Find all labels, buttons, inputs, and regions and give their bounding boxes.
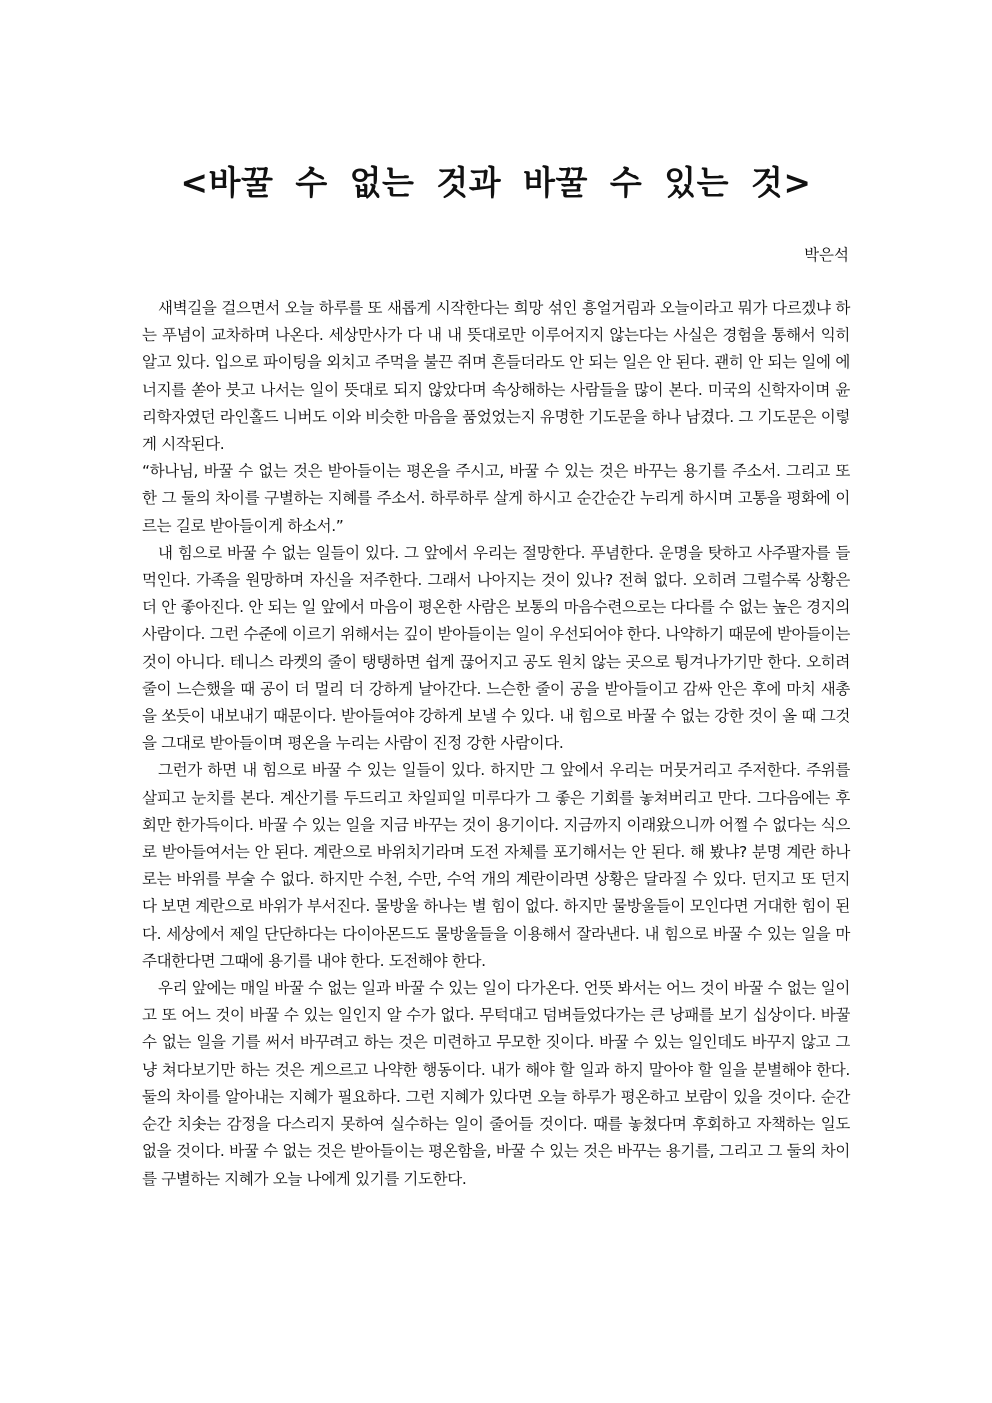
document-body [142,295,850,1193]
document-title: <바꿀 수 없는 것과 바꿀 수 있는 것> [180,163,812,202]
prayer-quote: “하나님, 바꿀 수 없는 것은 받아들이는 평온을 주시고, 바꿀 수 있는 것은 바꾸는 용기를 주소서. 그리고 또한 그 둘의 차이를 구별하는 지혜를 주소서. 하루하루 살게 하시고 순간순간 누리게 하시며 고통을 평화에 이르는 길로 받아들이게 하소서.” [142,462,850,535]
paragraph-3: 그런가 하면 내 힘으로 바꿀 수 있는 일들이 있다. 하지만 그 앞에서 우리는 머뭇거리고 주저한다. 주위를 살피고 눈치를 본다. 계산기를 두드리고 차일피일 미루다가 그 좋은 기회를 놓쳐버리고 만다. 그다음에는 후회만 한가득이다. 바꿀 수 있는 일을 지금 바꾸는 것이 용기이다. 지금까지 이래왔으니까 어쩔 수 없다는 식으로 받아들여서는 안 된다. 계란으로 바위치기라며 도전 자체를 포기해서는 안 된다. 해 봤냐? 분명 계란 하나로는 바위를 부술 수 없다. 하지만 수천, 수만, 수억 개의 계란이라면 상황은 달라질 수 있다. 던지고 또 던지다 보면 계란으로 바위가 부서진다. 물방울 하나는 별 힘이 없다. 하지만 물방울들이 모인다면 거대한 힘이 된다. 세상에서 제일 단단하다는 다이아몬드도 물방울들을 이용해서 잘라낸다. 내 힘으로 바꿀 수 있는 일을 마주대한다면 그때에 용기를 내야 한다. 도전해야 한다. [142,761,850,970]
paragraph-1: 새벽길을 걸으면서 오늘 하루를 또 새롭게 시작한다는 희망 섞인 흥얼거림과 오늘이라고 뭐가 다르겠냐 하는 푸념이 교차하며 나온다. 세상만사가 다 내 내 뜻대로만 이루어지지 않는다는 사실은 경험을 통해서 익히 알고 있다. 입으로 파이팅을 외치고 주먹을 불끈 쥐며 흔들더라도 안 되는 일은 안 된다. 괜히 안 되는 일에 에너지를 쏟아 붓고 나서는 일이 뜻대로 되지 않았다며 속상해하는 사람들을 많이 본다. 미국의 신학자이며 윤리학자였던 라인홀드 니버도 이와 비슷한 마음을 품었었는지 유명한 기도문을 하나 남겼다. 그 기도문은 이렇게 시작된다. [142,299,850,454]
paragraph-2: 내 힘으로 바꿀 수 없는 일들이 있다. 그 앞에서 우리는 절망한다. 푸념한다. 운명을 탓하고 사주팔자를 들먹인다. 가족을 원망하며 자신을 저주한다. 그래서 나아지는 것이 있나? 전혀 없다. 오히려 그럴수록 상황은 더 안 좋아진다. 안 되는 일 앞에서 마음이 평온한 사람은 보통의 마음수련으로는 다다를 수 없는 높은 경지의 사람이다. 그런 수준에 이르기 위해서는 깊이 받아들이는 일이 우선되어야 한다. 나약하기 때문에 받아들이는 것이 아니다. 테니스 라켓의 줄이 탱탱하면 쉽게 끊어지고 공도 원치 않는 곳으로 튕겨나가기만 한다. 오히려 줄이 느슨했을 때 공이 더 멀리 더 강하게 날아간다. 느슨한 줄이 공을 받아들이고 감싸 안은 후에 마치 새총을 쏘듯이 내보내기 때문이다. 받아들여야 강하게 보낼 수 있다. 내 힘으로 바꿀 수 없는 강한 것이 올 때 그것을 그대로 받아들이며 평온을 누리는 사람이 진정 강한 사람이다. [142,543,850,753]
author-name: 박은석 [804,246,849,264]
paragraph-4: 우리 앞에는 매일 바꿀 수 없는 일과 바꿀 수 있는 일이 다가온다. 언뜻 봐서는 어느 것이 바꿀 수 없는 일이고 또 어느 것이 바꿀 수 있는 일인지 알 수가 없다. 무턱대고 덤벼들었다가는 큰 낭패를 보기 십상이다. 바꿀 수 없는 일을 기를 써서 바꾸려고 하는 것은 미련하고 무모한 짓이다. 바꿀 수 있는 일인데도 바꾸지 않고 그냥 쳐다보기만 하는 것은 게으르고 나약한 행동이다. 내가 해야 할 일과 하지 말아야 할 일을 분별해야 한다. 둘의 차이를 알아내는 지혜가 필요하다. 그런 지혜가 있다면 오늘 하루가 평온하고 보람이 있을 것이다. 순간순간 치솟는 감정을 다스리지 못하여 실수하는 일이 줄어들 것이다. 때를 놓쳤다며 후회하고 자책하는 일도 없을 것이다. 바꿀 수 없는 것은 받아들이는 평온함을, 바꿀 수 있는 것은 바꾸는 용기를, 그리고 그 둘의 차이를 구별하는 지혜가 오늘 나에게 있기를 기도한다. [142,979,850,1188]
